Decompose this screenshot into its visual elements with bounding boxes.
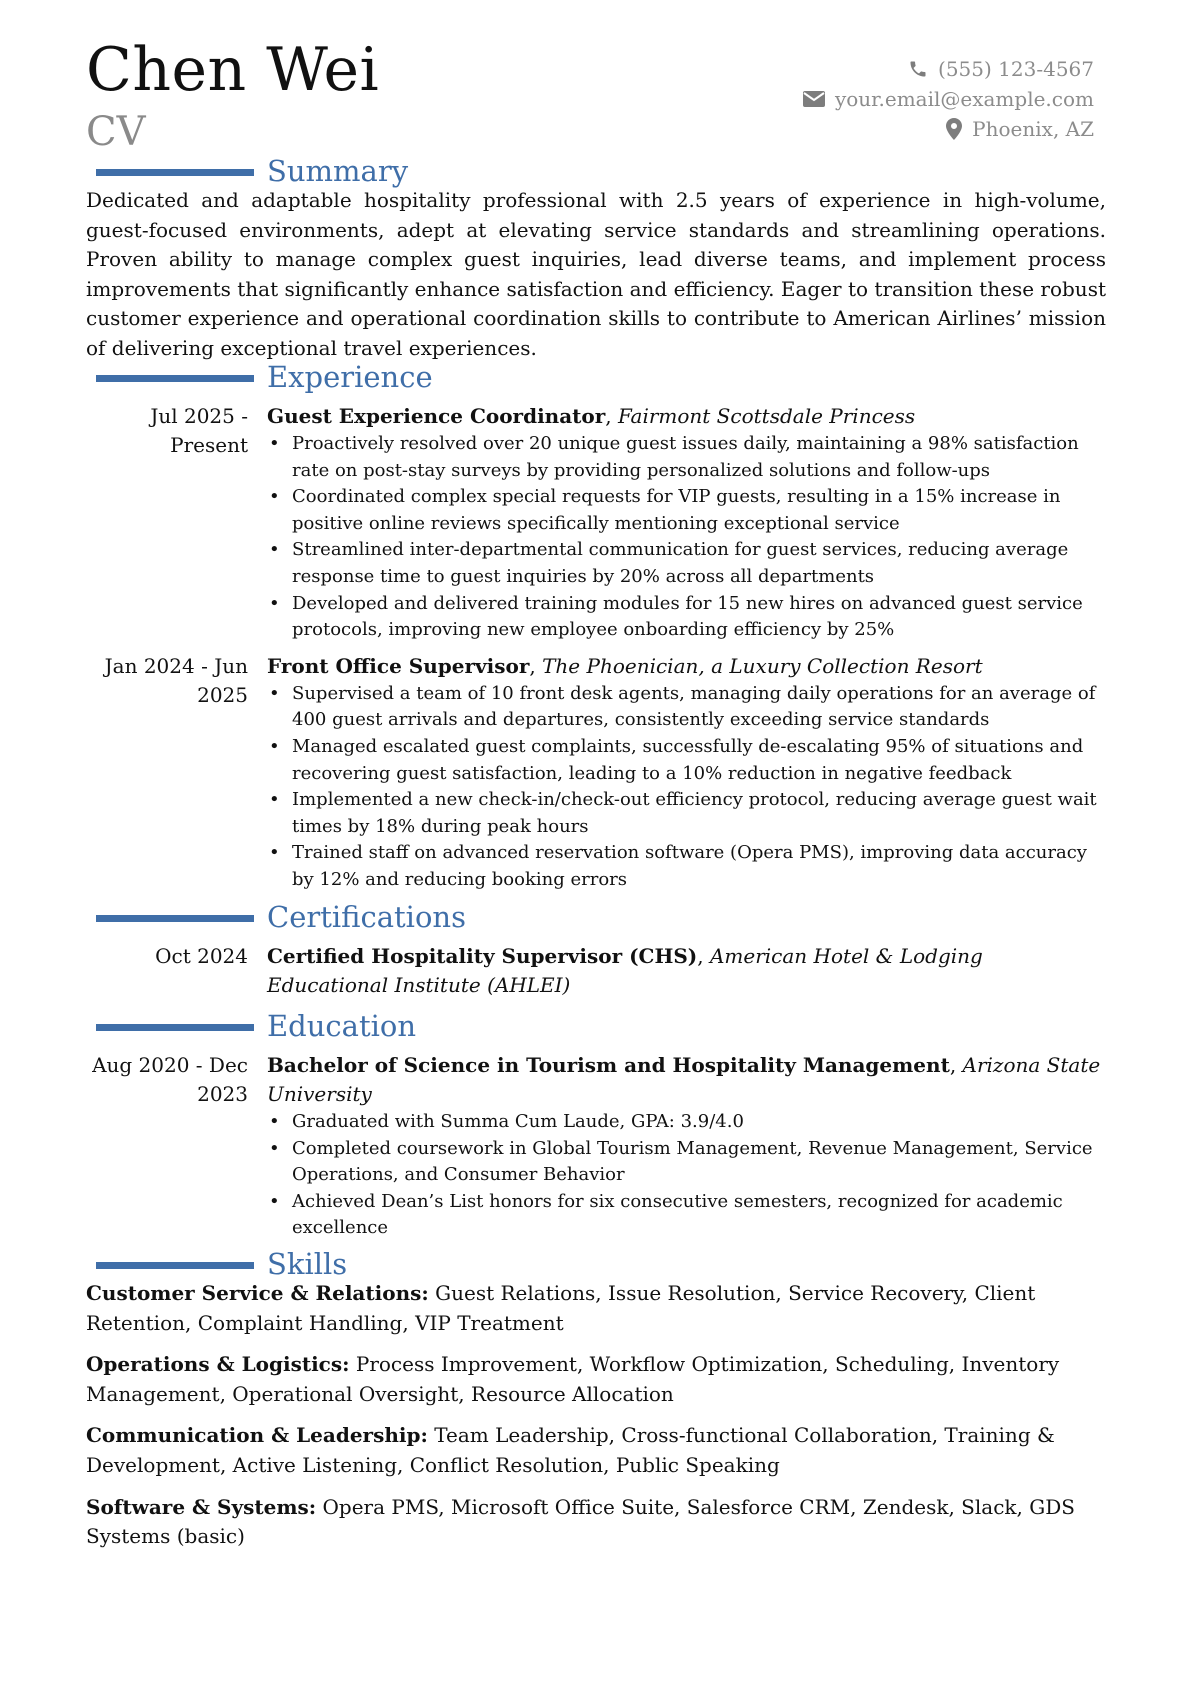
school-name: Arizona State University: [267, 1053, 1101, 1106]
education-title: Education: [267, 1009, 417, 1043]
phone-number[interactable]: (555) 123-4567: [938, 57, 1094, 81]
document-subtitle: CV: [86, 109, 146, 155]
degree-name: Bachelor of Science in Tourism and Hospitality Management: [267, 1053, 950, 1077]
certifications-title: Certifications: [267, 900, 466, 934]
job-org: The Phoenician, a Luxury Collection Resort: [542, 653, 983, 678]
list-item: • Managed escalated guest complaints, successfully de-escalating 95% of situations and recovering guest satisfaction, leading to a 10% reduction in negative feedback: [267, 734, 1107, 787]
cert-name: Certified Hospitality Supervisor (CHS): [267, 944, 698, 968]
skill-group-label: Software & Systems:: [86, 1494, 317, 1519]
entry-date: Oct 2024: [155, 944, 248, 968]
contact-phone: [803, 54, 1094, 84]
skill-group: [86, 1279, 1106, 1338]
section-heading: [0, 900, 1190, 940]
education-entry: [0, 1051, 1190, 1242]
skill-group-label: Operations & Logistics:: [86, 1352, 350, 1377]
skills-title: Skills: [267, 1247, 348, 1281]
entry-title: Certified Hospitality Supervisor (CHS), American Hotel & Lodging Educational Institute (AHLEI): [267, 944, 983, 997]
entry-title: Bachelor of Science in Tourism and Hospitality Management, Arizona State University: [267, 1053, 1101, 1106]
section-bar: [96, 915, 254, 922]
education-section: [0, 1009, 1190, 1242]
list-item: • Trained staff on advanced reservation software (Opera PMS), improving data accuracy by 12% and reducing booking errors: [267, 840, 1107, 893]
skill-group-items: Opera PMS, Microsoft Office Suite, Salesforce CRM, Zendesk, Slack, GDS Systems (basic): [86, 1494, 1075, 1549]
skill-group: [86, 1493, 1106, 1552]
entry-date: Aug 2020 - Dec 2023: [92, 1053, 248, 1106]
contact-block: [803, 54, 1094, 144]
bullet-list: [267, 681, 1107, 894]
bullet-list: [267, 1109, 1107, 1242]
list-item: • Streamlined inter-departmental communication for guest services, reducing average response time to guest inquiries by 20% across all departments: [267, 537, 1107, 590]
section-bar: [96, 169, 254, 176]
skill-group-items: Team Leadership, Cross-functional Collaboration, Training & Development, Active Listening, Conflict Resolution, Public Speaking: [86, 1423, 1055, 1477]
location-text: Phoenix, AZ: [972, 117, 1094, 141]
skill-group: [86, 1350, 1106, 1409]
map-pin-icon: [946, 118, 962, 140]
skill-group: [86, 1421, 1106, 1480]
experience-section: [0, 360, 1190, 894]
envelope-icon: [803, 91, 825, 107]
experience-entry: [0, 652, 1190, 894]
section-heading: [0, 360, 1190, 400]
list-item: • Developed and delivered training modules for 15 new hires on advanced guest service protocols, improving new employee onboarding efficiency by 25%: [267, 591, 1107, 644]
job-org: Fairmont Scottsdale Princess: [618, 404, 916, 428]
candidate-name: Chen Wei: [86, 35, 380, 105]
section-bar: [96, 1262, 254, 1269]
contact-email: [803, 84, 1094, 114]
section-bar: [96, 1024, 254, 1031]
skill-group-items: Process Improvement, Workflow Optimization, Scheduling, Inventory Management, Operational Oversight, Resource Allocation: [86, 1352, 1060, 1406]
contact-location: [803, 114, 1094, 144]
list-item: • Coordinated complex special requests for VIP guests, resulting in a 15% increase in positive online reviews specifically mentioning exceptional service: [267, 484, 1107, 537]
list-item: • Completed coursework in Global Tourism Management, Revenue Management, Service Operations, and Consumer Behavior: [267, 1136, 1107, 1189]
list-item: • Achieved Dean’s List honors for six consecutive semesters, recognized for academic excellence: [267, 1189, 1107, 1242]
certification-entry: [0, 942, 1190, 1000]
entry-date: Jan 2024 - Jun 2025: [104, 653, 248, 707]
summary-text: Dedicated and adaptable hospitality professional with 2.5 years of experience in high-volume, guest-focused environments, adept at elevating service standards and streamlining operations. Proven ability to manage complex guest inquiries, lead diverse teams, and implement process improvements that significantly enhance satisfaction and efficiency. Eager to transition these robust customer experience and operational coordination skills to contribute to American Airlines’ mission of delivering exceptional travel experiences.: [86, 188, 1106, 360]
summary-section: [0, 154, 1190, 364]
bullet-list: [267, 431, 1107, 644]
list-item: • Implemented a new check-in/check-out efficiency protocol, reducing average guest wait times by 18% during peak hours: [267, 787, 1107, 840]
cert-org: American Hotel & Lodging Educational Institute (AHLEI): [267, 944, 983, 997]
entry-date: Jul 2025 - Present: [150, 404, 248, 457]
phone-icon: [908, 59, 928, 79]
skills-section: [0, 1247, 1190, 1564]
certifications-section: [0, 900, 1190, 1000]
entry-title: Front Office Supervisor, The Phoenician, a Luxury Collection Resort: [267, 653, 983, 678]
experience-entry: [0, 402, 1190, 644]
list-item: • Supervised a team of 10 front desk agents, managing daily operations for an average of 400 guest arrivals and departures, consistently exceeding service standards: [267, 681, 1107, 734]
skill-group-label: Customer Service & Relations:: [86, 1281, 429, 1305]
section-bar: [96, 375, 254, 382]
job-role: Front Office Supervisor: [267, 653, 530, 678]
section-heading: [0, 1247, 1190, 1287]
email-address[interactable]: your.email@example.com: [834, 87, 1094, 111]
entry-title: Guest Experience Coordinator, Fairmont Scottsdale Princess: [267, 404, 916, 428]
list-item: • Proactively resolved over 20 unique guest issues daily, maintaining a 98% satisfaction rate on post-stay surveys by providing personalized solutions and follow-ups: [267, 431, 1107, 484]
job-role: Guest Experience Coordinator: [267, 404, 606, 428]
skill-group-items: Guest Relations, Issue Resolution, Service Recovery, Client Retention, Complaint Handling, VIP Treatment: [86, 1281, 1036, 1335]
list-item: • Graduated with Summa Cum Laude, GPA: 3.9/4.0: [267, 1109, 1107, 1136]
experience-title: Experience: [267, 360, 433, 394]
section-heading: [0, 1009, 1190, 1049]
skill-group-label: Communication & Leadership:: [86, 1423, 428, 1448]
section-heading: [0, 154, 1190, 194]
summary-title: Summary: [267, 154, 409, 188]
